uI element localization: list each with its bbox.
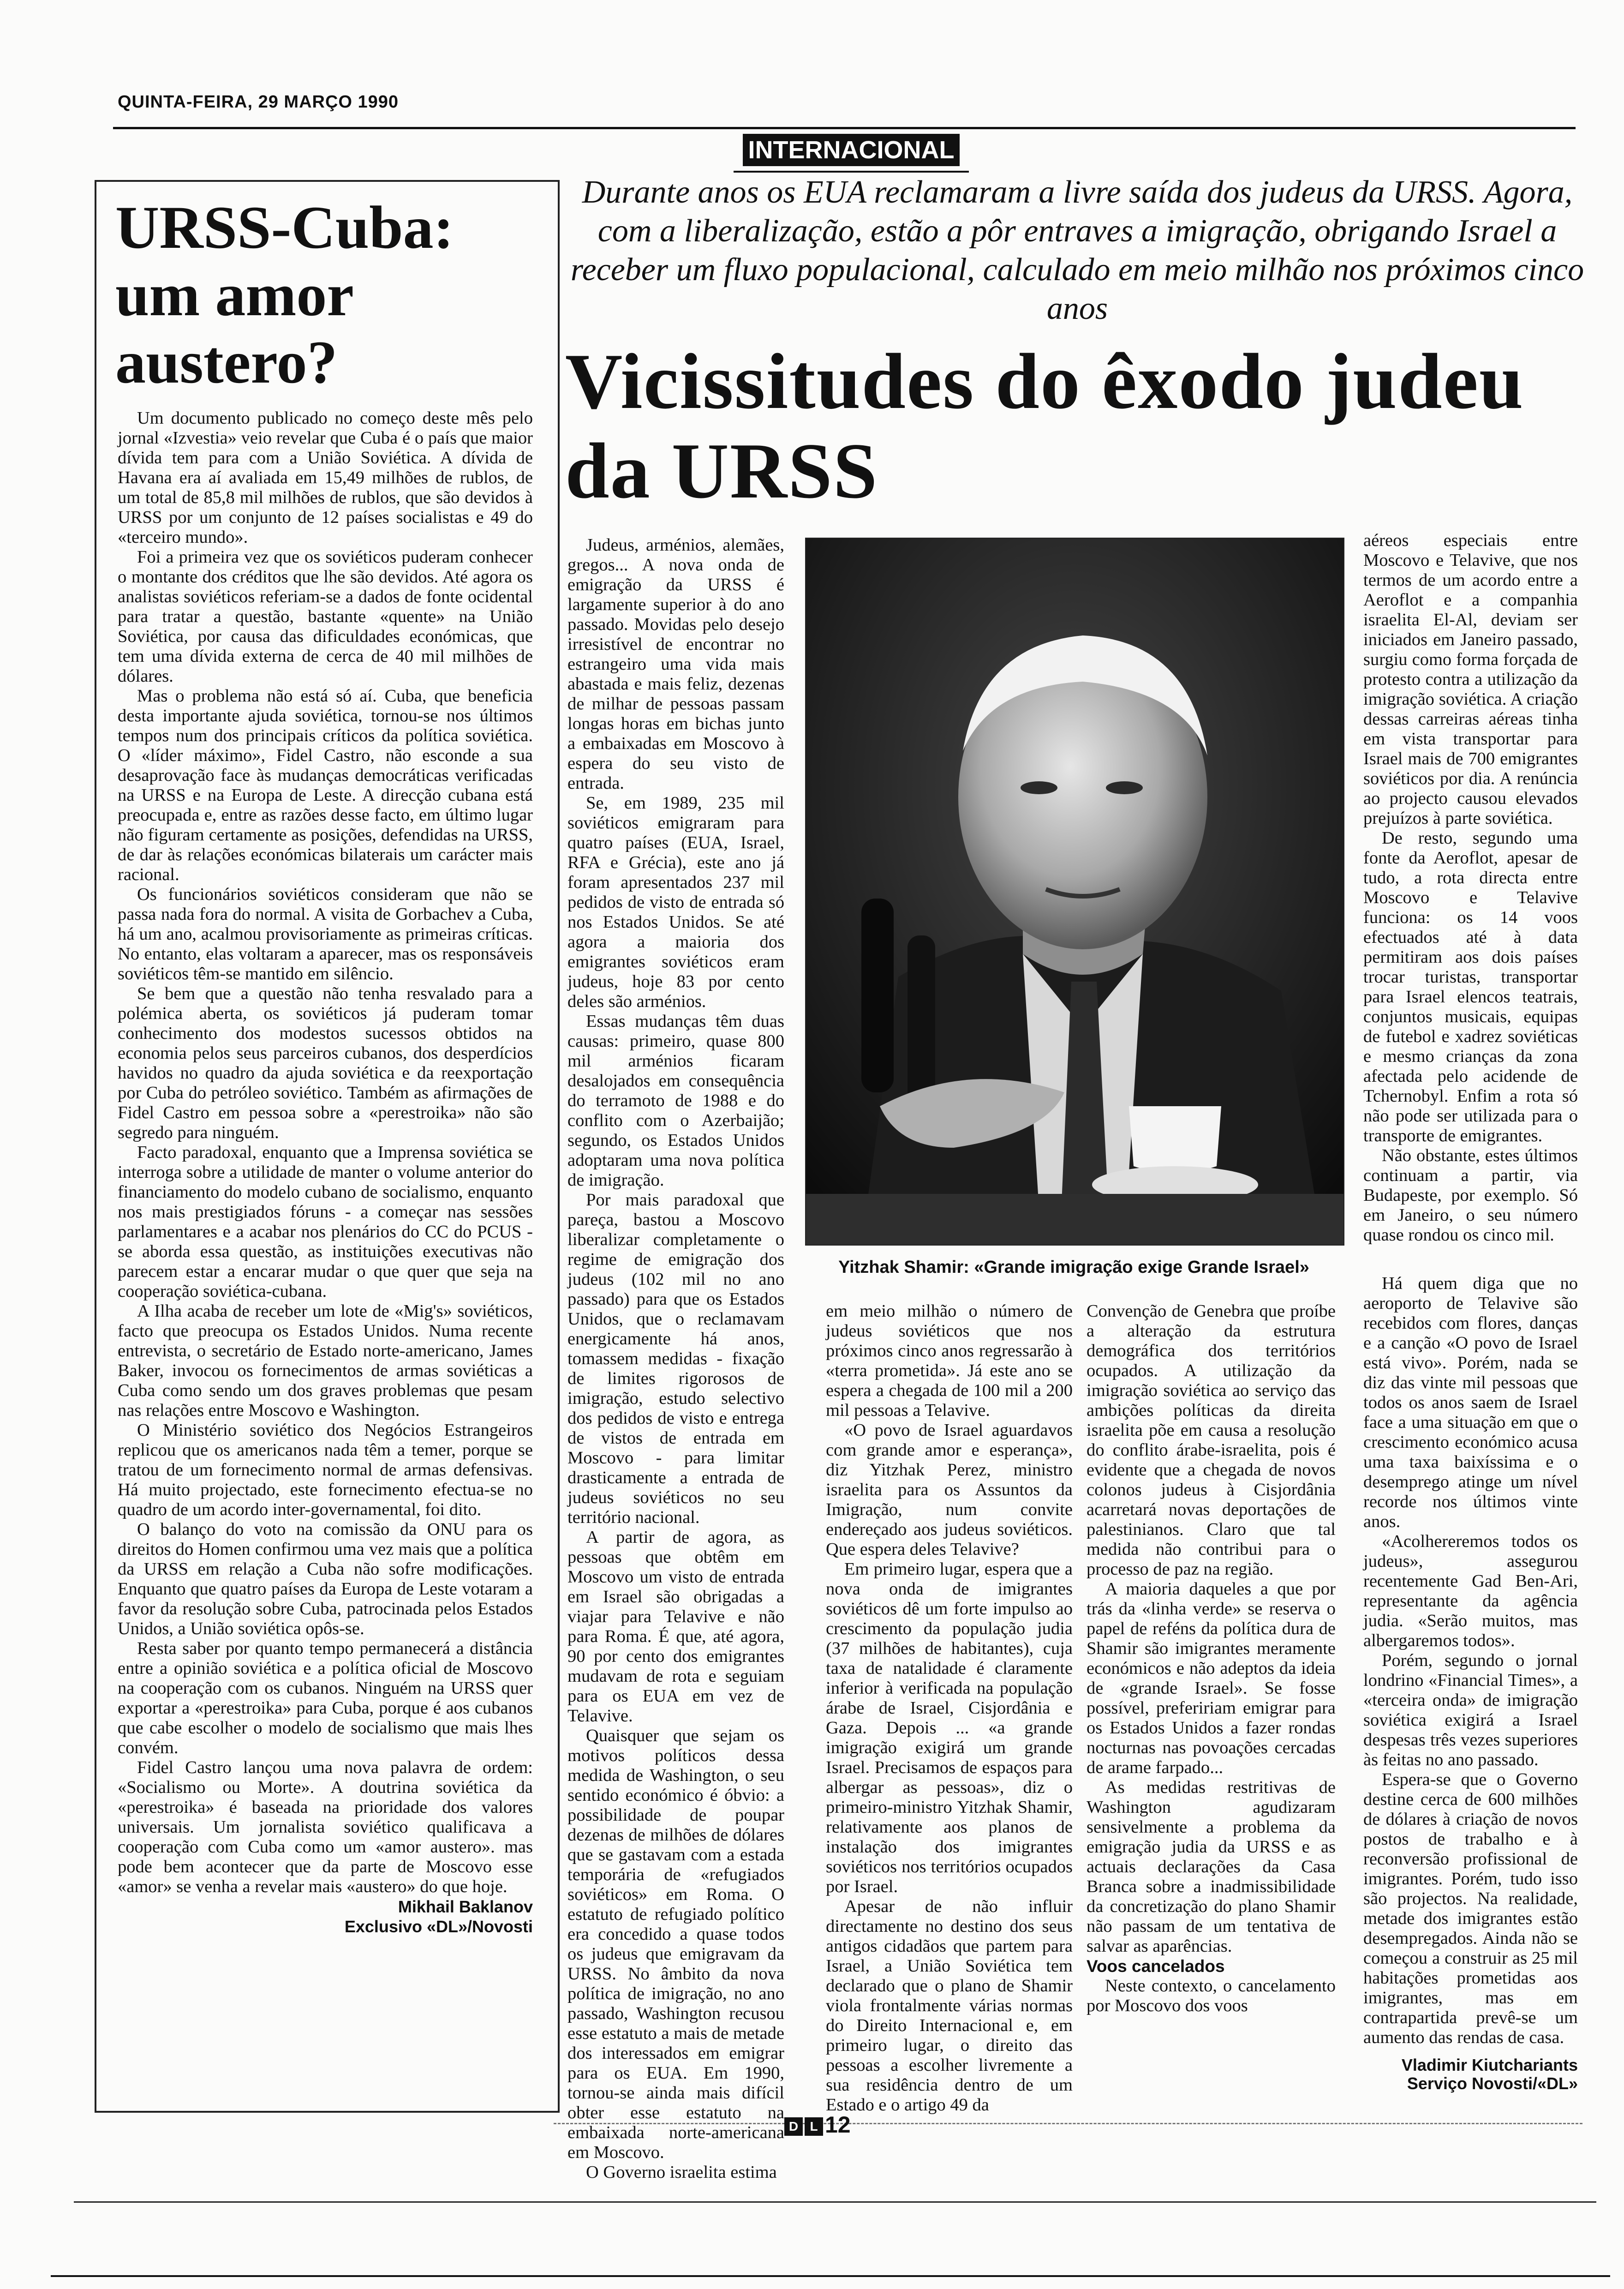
article-paragraph: Em primeiro lugar, espera que a nova onda de imigrantes soviéticos dê um forte impulso ao crescimento da população judia (37 milhões de habitantes), cuja taxa de natalidade é claramente inferior à verificada na população árabe de Israel, Cisjordânia e Gaza. Depois ... «a grande imigração exigirá um grande Israel. Precisamos de espaços para albergar as pessoas», diz o primeiro-ministro Yitzhak Shamir, relativamente aos planos de instalação dos imigrantes soviéticos nos territórios ocupados por Israel. [826, 1559, 1073, 1896]
sidebar-credit: Exclusivo «DL»/Novosti [344, 1917, 533, 1936]
article-paragraph: Não obstante, estes últimos continuam a partir, via Budapeste, por exemplo. Só em Janeiro, o seu número quase rondou os cinco mil. [1363, 1146, 1578, 1245]
sidebar-paragraph: Resta saber por quanto tempo permanecerá a distância entre a opinião soviética e a política oficial de Moscovo na cooperação com os cubanos. Ninguém na URSS quer exportar a «perestroika» para Cuba, porque é aos cubanos que cabe escolher o modelo de socialismo que mais lhes convém. [118, 1639, 533, 1757]
article-paragraph: Espera-se que o Governo destine cerca de 600 milhões de dólares à criação de novos postos de trabalho e à reconversão profissional de imigrantes. Porém, tudo isso são projectos. Na realidade, metade dos imigrantes estão desempregados. Ainda não se começou a construir as 25 mil habitações prometidas aos imigrantes, mas em contrapartida prevê-se um aumento das rendas de casa. [1363, 1770, 1578, 2047]
article-column-4 [1363, 1274, 1578, 2048]
article-column-2 [826, 1301, 1073, 2115]
photo-caption: Yitzhak Shamir: «Grande imigração exige Grande Israel» [838, 1258, 1309, 1277]
article-paragraph: Convenção de Genebra que proíbe a alteração da estrutura demográfica dos territórios ocupados. A utilização da imigração soviética ao serviço das ambições políticas da direita israelita põe em causa a resolução do conflito árabe-israelita, pois é evidente que a chegada de novos colonos judeus à Cisjordânia acarretará novas deportações de palestinianos. Claro que tal medida não contribui para o processo de paz na região. [1087, 1301, 1336, 1579]
shamir-photo [805, 538, 1344, 1246]
sidebar-paragraph: Mas o problema não está só aí. Cuba, que beneficia desta importante ajuda soviética, tornou-se nos últimos tempos num dos principais críticos da política soviética. O «líder máximo», Fidel Castro, não esconde a sua desaprovação face às mudanças democráticas verificadas na URSS e na Europa de Leste. A direcção cubana está preocupada e, entre as razões desse facto, em último lugar não figuram certamente as posições, defendidas na URSS, de dar às relações económicas bilaterais um carácter mais racional. [118, 686, 533, 884]
sidebar-paragraph: Fidel Castro lançou uma nova palavra de ordem: «Socialismo ou Morte». A doutrina soviética da «perestroika» é baseada na prioridade dos valores universais. Um jornalista soviético qualificava a cooperação com Cuba como um «amor austero». mas pode bem acontecer que da parte de Moscovo esse «amor» se venha a revelar mais «austero» do que hoje. [118, 1758, 533, 1896]
article-paragraph: Quaisquer que sejam os motivos políticos dessa medida de Washington, o seu sentido económico é óbvio: a possibilidade de poupar dezenas de milhões de dólares que se gastavam com a estada temporária de «refugiados soviéticos» em Roma. O estatuto de refugiado político era concedido a quase todos os judeus que emigravam da URSS. No âmbito da nova política de imigração, no ano passado, Washington recusou esse estatuto a mais de metade dos interessados em emigrar para os EUA. Em 1990, tornou-se ainda mais difícil obter esse estatuto na embaixada norte-americana em Moscovo. [567, 1726, 784, 2162]
sidebar-paragraph: Facto paradoxal, enquanto que a Imprensa soviética se interroga sobre a utilidade de manter o volume anterior do financiamento do modelo cubano de socialismo, enquanto nos mais prestigiados fóruns - a começar nas sessões parlamentares e a acabar nos plenários do CC do PCUS - se aborda essa questão, as instituições executivas não parecem estar a encarar mudar o que quer que seja na cooperação soviética-cubana. [118, 1143, 533, 1301]
article-paragraph: Há quem diga que no aeroporto de Telavive são recebidos com flores, danças e a canção «O povo de Israel está vivo». Porém, nada se diz das vinte mil pessoas que todos os anos saem de Israel face a uma situação em que o crescimento económico acusa uma taxa baixíssima e o desemprego atinge um nível recorde nos últimos vinte anos. [1363, 1274, 1578, 1531]
article-paragraph: As medidas restritivas de Washington agudizaram sensivelmente a problema da emigração judia da URSS e as actuais declarações da Casa Branca sobre a inadmissibilidade da concretização do plano Shamir não passam de um tentativa de salvar as aparências. [1087, 1778, 1336, 1956]
article-paragraph: em meio milhão o número de judeus soviéticos que nos próximos cinco anos regressarão à «terra prometida». Já este ano se espera a chegada de 100 mil a 200 mil pessoas a Telavive. [826, 1301, 1073, 1420]
article-paragraph: Neste contexto, o cancelamento por Moscovo dos voos [1087, 1976, 1336, 2015]
subheading: Voos cancelados [1087, 1957, 1225, 1976]
sidebar-paragraph: Os funcionários soviéticos consideram que não se passa nada fora do normal. A visita de Gorbachev a Cuba, há um ano, acalmou provisoriamente as primeiras críticas. No entanto, elas voltaram a aparecer, mas os responsáveis soviéticos têm-se mantido em silêncio. [118, 885, 533, 983]
article-paragraph: Se, em 1989, 235 mil soviéticos emigraram para quatro países (EUA, Israel, RFA e Grécia), este ano já foram apresentados 237 mil pedidos de visto de entrada só nos Estados Unidos. Se até agora a maioria dos emigrantes soviéticos eram judeus, hoje 83 por cento deles são arménios. [567, 793, 784, 1011]
top-rule [113, 127, 1576, 129]
logo-letter: L [805, 2117, 823, 2136]
article-paragraph: A partir de agora, as pessoas que obtêm em Moscovo um visto de entrada em Israel são obrigadas a viajar para Telavive e não para Roma. É que, até agora, 90 por cento dos emigrantes mudavam de rota e seguiam para os EUA em vez de Telavive. [567, 1528, 784, 1726]
article-paragraph: Essas mudanças têm duas causas: primeiro, quase 800 mil arménios ficaram desalojados em consequência do terramoto de 1988 e do conflito com o Azerbaijão; segundo, os Estados Unidos adoptaram uma nova política de imigração. [567, 1012, 784, 1190]
article-author: Vladimir Kiutchariants [1401, 2055, 1578, 2074]
sidebar-author: Mikhail Baklanov [398, 1897, 533, 1916]
sidebar-paragraph: Se bem que a questão não tenha resvalado para a polémica aberta, os soviéticos já puderam tomar conhecimento dos modestos sucessos obtidos na economia pelos seus parceiros cubanos, dos desperdícios havidos no quadro da ajuda soviética e da reexportação por Cuba do petróleo soviético. Também as afirmações de Fidel Castro em pessoa sobre a «perestroika» não são segredo para ninguém. [118, 984, 533, 1142]
footer-dashed-rule [554, 2123, 1582, 2124]
bottom-rule [51, 2275, 1610, 2277]
sidebar-paragraph: Foi a primeira vez que os soviéticos puderam conhecer o montante dos créditos que lhe são devidos. Até agora os analistas soviéticos referiam-se a dados de fonte ocidental para tratar a questão, bastante «quente» na União Soviética, por causa das dificuldades económicas, que tem uma dívida externa de cerca de 40 mil milhões de dólares. [118, 547, 533, 686]
article-signature [1363, 2056, 1578, 2093]
page-number-block [784, 2111, 867, 2139]
sidebar-paragraph: O balanço do voto na comissão da ONU para os direitos do Homen confirmou uma vez mais que a política da URSS em relação a Cuba não sofre modificações. Enquanto que quatro países da Europa de Leste votaram a favor da resolução sobre Cuba, patrocinada pelos Estados Unidos, a União soviética opôs-se. [118, 1520, 533, 1638]
sidebar-title: URSS-Cuba: um amor austero? [115, 193, 454, 396]
sidebar-paragraph: A Ilha acaba de receber um lote de «Mig's» soviéticos, facto que preocupa os Estados Unidos. Numa recente entrevista, o secretário de Estado norte-americano, James Baker, invocou os fornecimentos de armas soviéticas a Cuba como sendo um dos graves problemas que pesam nas relações entre Moscovo e Washington. [118, 1301, 533, 1420]
headline: Vicissitudes do êxodo judeu da URSS [565, 338, 1524, 515]
article-column-5 [1363, 531, 1578, 1245]
sidebar-paragraph: Um documento publicado no começo deste mês pelo jornal «Izvestia» veio revelar que Cuba é o país que maior dívida tem para com a União Soviética. A dívida de Havana era aí avaliada em 15,49 milhões de rublos, de um total de 85,8 mil milhões de rublos, que são devidos à URSS por um conjunto de 12 países socialistas e 49 do «terceiro mundo». [118, 408, 533, 547]
article-credit: Serviço Novosti/«DL» [1407, 2074, 1578, 2093]
section-rule [734, 171, 969, 173]
footer-rule [74, 2201, 1596, 2203]
article-paragraph: O Governo israelita estima [586, 2163, 777, 2182]
sidebar-body [118, 408, 533, 1936]
logo-letter: D [784, 2117, 803, 2136]
deck: Durante anos os EUA reclamaram a livre saída dos judeus da URSS. Agora, com a liberalização, estão a pôr entraves a imigração, obrigando Israel a receber um fluxo populacional, calculado em meio milhão nos próximos cinco anos [570, 174, 1584, 326]
article-paragraph: A maioria daqueles a que por trás da «linha verde» se reserva o papel de reféns da política dura de Shamir são imigrantes meramente económicos e não adeptos da ideia de «grande Israel». Se fosse possível, prefeririam emigrar para os Estados Unidos a fazer rondas nocturnas nas povoações cercadas de arame farpado... [1087, 1579, 1336, 1777]
article-column-3 [1087, 1301, 1336, 2016]
dateline: QUINTA-FEIRA, 29 MARÇO 1990 [118, 92, 399, 112]
article-paragraph: Apesar de não influir directamente no destino dos seus antigos cidadãos que partem para Israel, a União Soviética tem declarado que o plano de Shamir viola frontalmente várias normas do Direito Internacional e, em primeiro lugar, o direito das pessoas a escolher livremente a sua residência dentro de um Estado e o artigo 49 da [826, 1897, 1073, 2115]
article-paragraph: Judeus, arménios, alemães, gregos... A nova onda de emigração da URSS é largamente superior à do ano passado. Movidas pelo desejo irresistível de encontrar no estrangeiro uma vida mais abastada e mais feliz, dezenas de milhar de pessoas passam longas horas em bichas junto a embaixadas em Moscovo à espera do seu visto de entrada. [567, 535, 784, 793]
article-paragraph: De resto, segundo uma fonte da Aeroflot, apesar de tudo, a rota directa entre Moscovo e Telavive funciona: os 14 voos efectuados até à data permitiram aos dois países trocar turistas, transportar para Israel elencos teatrais, conjuntos musicais, equipas de futebol e xadrez soviéticas e mesmo crianças da zona afectada pelo acidende de Tchernobyl. Enfim a rota só não pode ser utilizada para o transporte de emigrantes. [1363, 828, 1578, 1145]
article-paragraph: «O povo de Israel aguardavos com grande amor e esperança», diz Yitzhak Perez, ministro israelita para os Assuntos da Imigração, num convite endereçado aos judeus soviéticos. Que espera deles Telavive? [826, 1420, 1073, 1559]
article-paragraph: «Acolhereremos todos os judeus», assegurou recentemente Gad Ben-Ari, representante da agência judia. «Serão muitos, mas albergaremos todos». [1363, 1532, 1578, 1650]
article-paragraph: aéreos especiais entre Moscovo e Telavive, que nos termos de um acordo entre a Aeroflot e a companhia israelita El-Al, deviam ser iniciados em Janeiro passado, surgiu como forma forçada de protesto contra a utilização da imigração soviética. A criação dessas carreiras aéreas tinha em vista transportar para Israel mais de 700 emigrantes soviéticos por dia. A renúncia ao projecto causou elevados prejuízos à parte soviética. [1363, 531, 1578, 828]
page-number: 12 [825, 2112, 851, 2138]
article-paragraph: Por mais paradoxal que pareça, bastou a Moscovo liberalizar completamente o regime de emigração dos judeus (102 mil no ano passado) para que os Estados Unidos, que o reclamavam energicamente há anos, tomassem medidas - fixação de limites rigorosos de imigração, estudo selectivo dos pedidos de visto e entrega de vistos de entrada em Moscovo - para limitar drasticamente a entrada de judeus soviéticos no seu território nacional. [567, 1190, 784, 1527]
sidebar-paragraph: O Ministério soviético dos Negócios Estrangeiros replicou que os americanos nada têm a temer, porque se tratou de um fornecimento normal de armas defensivas. Há muito projectado, este fornecimento efectua-se no quadro de um acordo inter-governamental, foi dito. [118, 1420, 533, 1519]
article-column-1 [567, 535, 784, 2182]
portrait-illustration [806, 539, 1343, 1245]
article-paragraph: Porém, segundo o jornal londrino «Financial Times», a «terceira onda» de imigração soviética exigirá a Israel despesas três vezes superiores às feitas no ano passado. [1363, 1651, 1578, 1769]
section-label: INTERNACIONAL [743, 134, 960, 166]
